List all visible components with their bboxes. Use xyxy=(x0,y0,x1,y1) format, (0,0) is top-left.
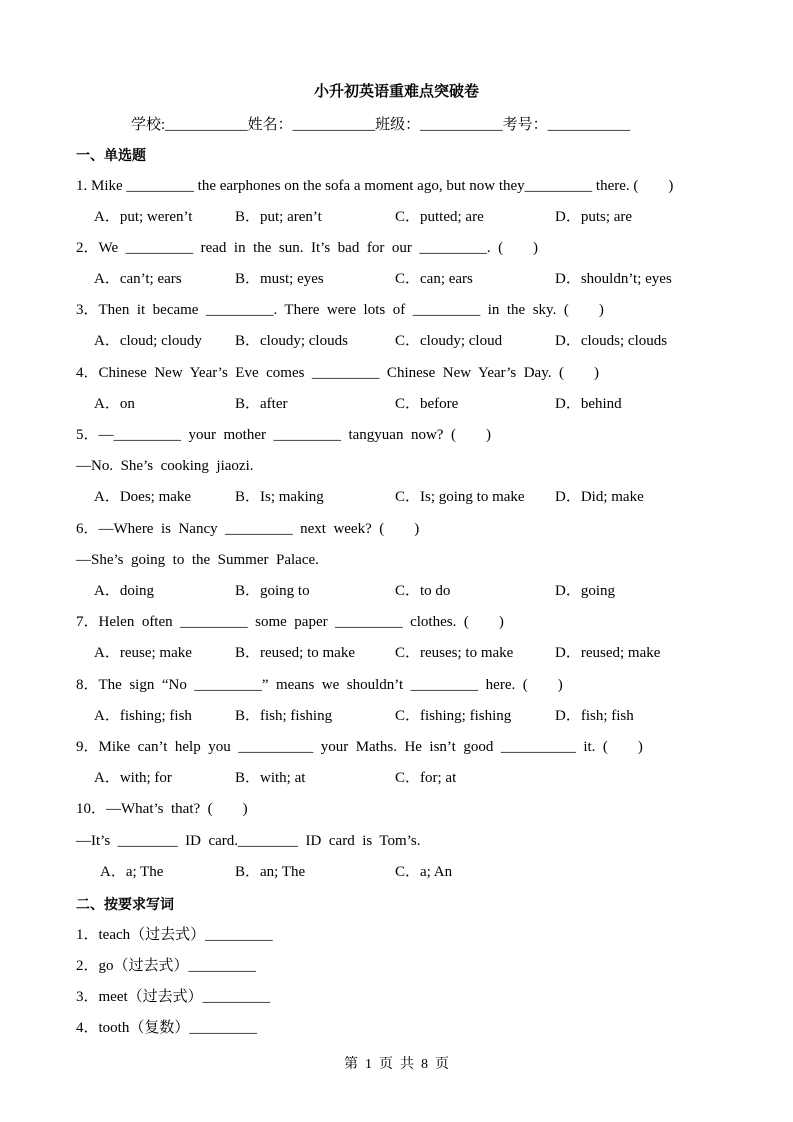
option-c[interactable]: C．fishing; fishing xyxy=(395,708,512,724)
option-c[interactable]: C．reuses; to make xyxy=(395,645,514,661)
option-d[interactable]: D．fish; fish xyxy=(555,708,634,724)
option-d[interactable]: D．behind xyxy=(555,396,622,412)
option-c[interactable]: C．for; at xyxy=(395,770,457,786)
option-a[interactable]: A．doing xyxy=(94,583,155,599)
options-row xyxy=(94,486,754,508)
question-stem: 6．—Where is Nancy _________ next week? ( ) xyxy=(76,521,420,537)
option-b[interactable]: B．must; eyes xyxy=(235,271,324,287)
page-title: 小升初英语重难点突破卷 xyxy=(313,84,479,100)
option-a[interactable]: A．put; weren’t xyxy=(94,209,193,225)
section-heading-single-choice: 一、单选题 xyxy=(76,148,146,164)
question-stem: 1. Mike _________ the earphones on the sofa a moment ago, but now they_________ there. ( ) xyxy=(76,178,674,194)
options-row xyxy=(94,268,754,290)
question-stem: 3．Then it became _________. There were lots of _________ in the sky. ( ) xyxy=(76,302,604,318)
option-a[interactable]: A．a; The xyxy=(100,864,164,880)
option-a[interactable]: A．on xyxy=(94,396,135,412)
option-a[interactable]: A．fishing; fish xyxy=(94,708,192,724)
option-c[interactable]: C．before xyxy=(395,396,459,412)
question-stem: 10．—What’s that? ( ) xyxy=(76,801,248,817)
option-a[interactable]: A．cloud; cloudy xyxy=(94,333,202,349)
word-form-item: 4．tooth（复数）_________ xyxy=(76,1020,257,1036)
option-a[interactable]: A．with; for xyxy=(94,770,172,786)
option-d[interactable]: D．puts; are xyxy=(555,209,633,225)
section-heading-word-forms: 二、按要求写词 xyxy=(76,897,174,913)
options-row xyxy=(94,642,754,664)
options-row xyxy=(94,705,754,727)
option-b[interactable]: B．with; at xyxy=(235,770,306,786)
question-dialogue-line: —No. She’s cooking jiaozi. xyxy=(76,458,254,474)
option-b[interactable]: B．after xyxy=(235,396,288,412)
option-d[interactable]: D．shouldn’t; eyes xyxy=(555,271,672,287)
options-row xyxy=(94,206,754,228)
option-b[interactable]: B．an; The xyxy=(235,864,306,880)
option-c[interactable]: C．a; An xyxy=(395,864,453,880)
option-d[interactable]: D．clouds; clouds xyxy=(555,333,668,349)
options-row xyxy=(94,767,754,789)
options-row xyxy=(94,393,754,415)
options-row xyxy=(94,330,754,352)
option-b[interactable]: B．going to xyxy=(235,583,310,599)
option-a[interactable]: A．can’t; ears xyxy=(94,271,182,287)
page-footer: 第 1 页 共 8 页 xyxy=(344,1057,449,1072)
option-b[interactable]: B．Is; making xyxy=(235,489,324,505)
option-c[interactable]: C．cloudy; cloud xyxy=(395,333,503,349)
option-b[interactable]: B．fish; fishing xyxy=(235,708,333,724)
question-dialogue-line: —She’s going to the Summer Palace. xyxy=(76,552,319,568)
option-d[interactable]: D．going xyxy=(555,583,616,599)
option-d[interactable]: D．reused; make xyxy=(555,645,661,661)
option-b[interactable]: B．cloudy; clouds xyxy=(235,333,348,349)
word-form-item: 1．teach（过去式）_________ xyxy=(76,927,273,943)
options-row xyxy=(94,580,754,602)
option-c[interactable]: C．to do xyxy=(395,583,451,599)
question-stem: 5．—_________ your mother _________ tangyuan now? ( ) xyxy=(76,427,491,443)
option-c[interactable]: C．Is; going to make xyxy=(395,489,525,505)
question-stem: 4．Chinese New Year’s Eve comes _________ Chinese New Year’s Day. ( ) xyxy=(76,365,599,381)
student-info-line: 学校:___________姓名：___________班级：___________考号：___________ xyxy=(131,117,631,133)
question-stem: 2．We _________ read in the sun. It’s bad for our _________. ( ) xyxy=(76,240,539,256)
option-b[interactable]: B．reused; to make xyxy=(235,645,355,661)
option-c[interactable]: C．putted; are xyxy=(395,209,484,225)
option-c[interactable]: C．can; ears xyxy=(395,271,473,287)
option-a[interactable]: A．reuse; make xyxy=(94,645,192,661)
question-stem: 9．Mike can’t help you __________ your Maths. He isn’t good __________ it. ( ) xyxy=(76,739,643,755)
word-form-item: 2．go（过去式）_________ xyxy=(76,958,257,974)
word-form-item: 3．meet（过去式）_________ xyxy=(76,989,271,1005)
option-b[interactable]: B．put; aren’t xyxy=(235,209,322,225)
option-a[interactable]: A．Does; make xyxy=(94,489,192,505)
question-dialogue-line: —It’s ________ ID card.________ ID card is Tom’s. xyxy=(76,833,421,849)
question-stem: 8．The sign “No _________” means we shouldn’t _________ here. ( ) xyxy=(76,677,563,693)
option-d[interactable]: D．Did; make xyxy=(555,489,644,505)
options-row xyxy=(94,861,754,883)
question-stem: 7．Helen often _________ some paper _________ clothes. ( ) xyxy=(76,614,504,630)
